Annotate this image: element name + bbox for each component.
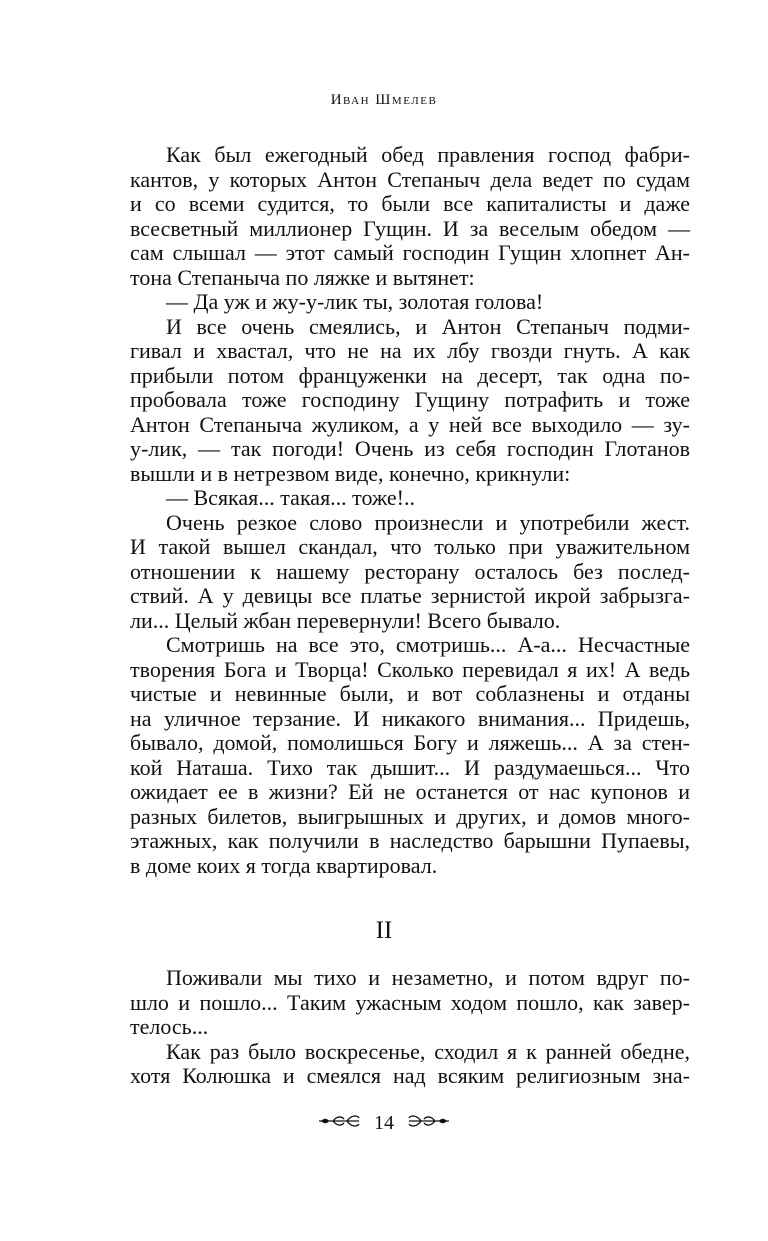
- right-ornament-icon: [407, 1109, 451, 1137]
- text-line: отношении к нашему ресторану осталось без послед-: [130, 558, 690, 584]
- text-line: гивал и хвастал, что не на их лбу гвозди гнуть. А как: [130, 338, 690, 363]
- text-line: сам слышал — этот самый господин Гущин хлопнет Ан-: [130, 240, 690, 265]
- text-line: в доме коих я тогда квартировал.: [130, 852, 438, 878]
- text-line: этажных, как получили в наследство барышни Пупаевы,: [130, 828, 690, 853]
- text-line: Как раз было воскресенье, сходил я к ранней обедне,: [166, 1038, 690, 1064]
- page-folio: [0, 1108, 768, 1137]
- text-line: — Да уж и жу-у-лик ты, золотая голова!: [166, 289, 544, 314]
- text-line: Как был ежегодный обед правления господ фабри-: [166, 142, 690, 167]
- text-line: у-лик, — так погоди! Очень из себя господин Глотанов: [130, 436, 690, 461]
- text-line: ствий. А у девицы все платье зернистой икрой забрызга-: [130, 583, 690, 608]
- page-number: 14: [374, 1112, 394, 1135]
- text-line: И все очень смеялись, и Антон Степаныч подми-: [166, 313, 690, 339]
- text-block-top: [130, 143, 690, 878]
- text-line: прибыли потом француженки на десерт, так одна по-: [130, 362, 690, 388]
- text-line: ли... Целый жбан перевернули! Всего бывало.: [130, 607, 561, 633]
- text-line: творения Бога и Творца! Сколько перевидал я их! А ведь: [130, 656, 690, 682]
- text-line: и со всеми судится, то были все капиталисты и даже: [130, 191, 690, 216]
- text-block-bottom: [130, 966, 690, 1089]
- left-ornament-icon: [317, 1109, 361, 1137]
- text-line: Антон Степаныча жуликом, а у ней все выходило — зу-: [130, 411, 690, 437]
- text-line: ожидает ее в жизни? Ей не останется от нас купонов и: [130, 779, 690, 804]
- text-line: тона Степаныча по ляжке и вытянет:: [130, 264, 475, 290]
- chapter-heading: II: [375, 917, 393, 944]
- text-line: Очень резкое слово произнесли и употребили жест.: [166, 509, 690, 535]
- text-line: бывало, домой, помолишься Богу и ляжешь... А за стен-: [130, 730, 690, 755]
- text-line: И такой вышел скандал, что только при уважительном: [130, 534, 690, 559]
- text-line: телось...: [130, 1014, 209, 1039]
- text-line: Поживали мы тихо и незаметно, и потом вдруг по-: [166, 965, 690, 990]
- text-line: хотя Колюшка и смеялся над всяким религиозным зна-: [130, 1063, 690, 1088]
- running-head: Иван Шмелев: [330, 92, 438, 108]
- text-line: пробовала тоже господину Гущину потрафить и тоже: [130, 387, 690, 412]
- text-line: на уличное терзание. И никакого внимания... Придешь,: [130, 705, 690, 731]
- text-line: кой Наташа. Тихо так дышит... И раздумаешься... Что: [130, 754, 690, 780]
- text-line: кантов, у которых Антон Степаныч дела ведет по судам: [130, 166, 690, 192]
- text-line: разных билетов, выигрышных и других, и домов много-: [130, 803, 690, 829]
- text-line: чистые и невинные были, и вот соблазнены и отданы: [130, 681, 690, 706]
- text-line: вышли и в нетрезвом виде, конечно, крикнули:: [130, 460, 571, 486]
- text-line: всесветный миллионер Гущин. И за веселым обедом —: [130, 215, 690, 241]
- text-line: Смотришь на все это, смотришь... А-а... Несчастные: [166, 632, 690, 657]
- text-line: — Всякая... такая... тоже!..: [166, 485, 415, 510]
- text-line: шло и пошло... Таким ужасным ходом пошло, как завер-: [130, 989, 690, 1015]
